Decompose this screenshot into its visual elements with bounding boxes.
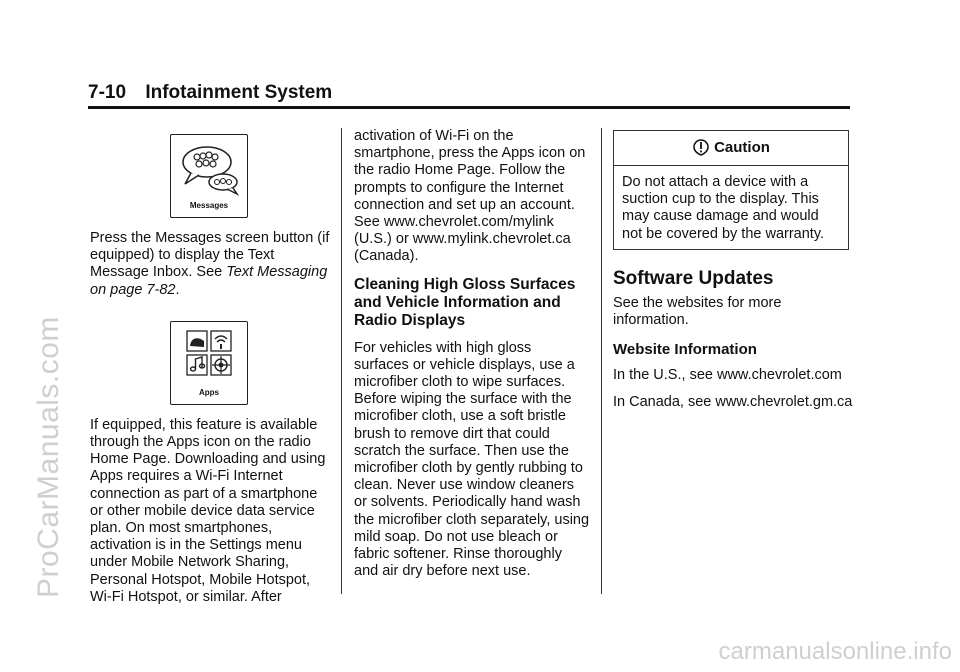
column-divider-2 [601, 128, 602, 594]
messages-icon [170, 134, 248, 218]
apps-icon-label: Apps [199, 387, 219, 397]
website-canada-text: In Canada, see www.chevrolet.gm.ca [613, 393, 853, 410]
column-3 [613, 128, 853, 421]
column-divider-1 [341, 128, 342, 594]
messages-paragraph: Press the Messages screen button (if equipped) to display the Text Message Inbox. See Text Messaging on page 7-82. [90, 230, 330, 298]
section-title: Infotainment System [145, 82, 333, 103]
caution-icon [692, 138, 710, 158]
side-watermark: ProCarManuals.com [32, 316, 65, 598]
caution-title: Caution [714, 139, 770, 157]
caution-box [613, 130, 849, 250]
apps-paragraph: If equipped, this feature is available through the Apps icon on the radio Home Page. Downloading and using Apps requires a Wi-Fi Internet connection as part of a smartphone or other mobile device data service plan. On most smartphones, activation is in the Settings menu under Mobile Network Sharing, Personal Hotspot, Mobile Hotspot, Wi-Fi Hotspot, or similar. After [90, 416, 326, 605]
page-number: 7-10 [88, 82, 127, 103]
apps-icon [170, 321, 248, 405]
messages-icon-label: Messages [189, 200, 229, 210]
website-us-text: In the U.S., see www.chevrolet.com [613, 366, 842, 383]
column-1 [90, 128, 330, 616]
caution-header [614, 131, 848, 166]
wifi-continued-paragraph: activation of Wi-Fi on the smartphone, press the Apps icon on the radio Home Page. Follow the prompts to configure the Internet connection and set up an account. See www.chevrolet.com/mylink (U.S.) or www.mylink.chevrolet.ca (Canada). [354, 128, 586, 265]
page-header [88, 82, 850, 109]
caution-text: Do not attach a device with a suction cup to the display. This may cause damage and would not be covered by the warranty. [622, 174, 825, 242]
text-messaging-reference[interactable]: Text Messaging on page 7-82 [90, 264, 328, 298]
software-updates-text: See the websites for more information. [613, 295, 782, 329]
footer-watermark: carmanualsonline.info [718, 638, 952, 665]
column-2 [354, 128, 590, 590]
software-updates-heading: Software Updates [613, 267, 774, 289]
caution-body [614, 166, 848, 249]
cleaning-heading: Cleaning High Gloss Surfaces and Vehicle Information and Radio Displays [354, 275, 576, 329]
website-info-heading: Website Information [613, 341, 757, 359]
cleaning-paragraph: For vehicles with high gloss surfaces or vehicle displays, use a microfiber cloth to wipe surfaces. Before wiping the surface with the microfiber cloth, use a soft bristle brush to remove dirt that could scratch the surface. Then use the microfiber cloth by gently rubbing to clean. Never use window cleaners or solvents. Periodically hand wash the microfiber cloth separately, using mild soap. Do not use bleach or fabric softener. Rinse thoroughly and air dry before next use. [354, 339, 590, 580]
